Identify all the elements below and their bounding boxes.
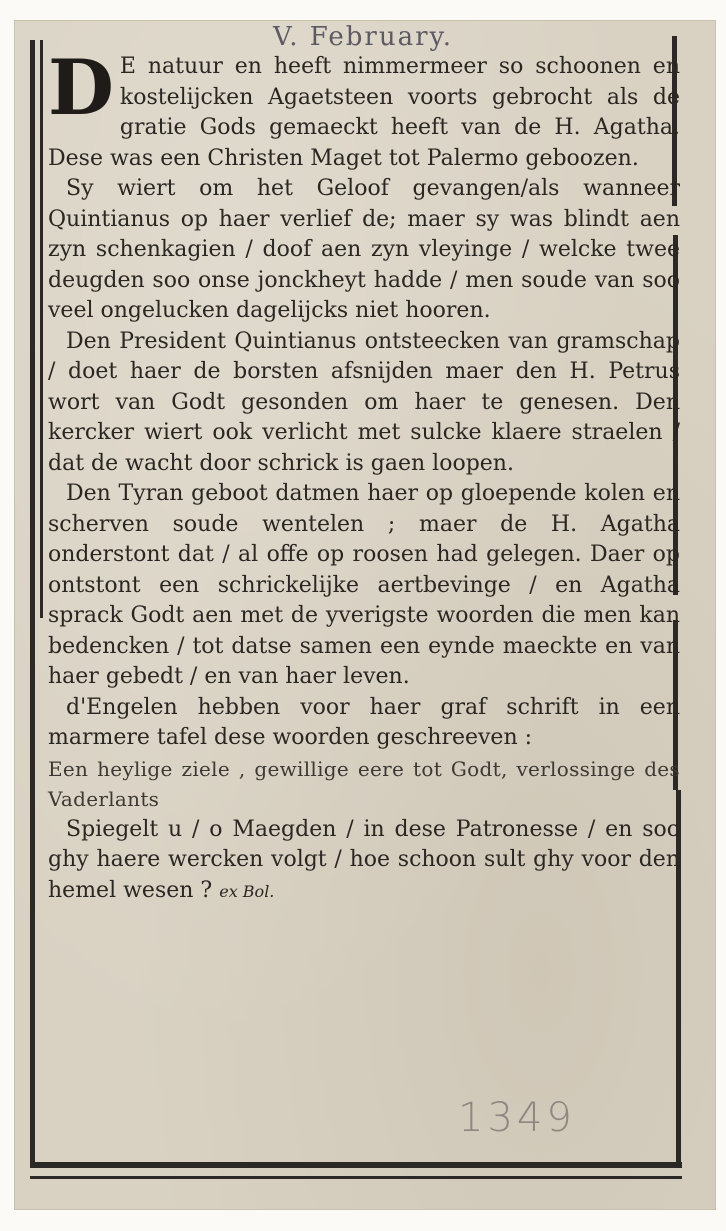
article-body bbox=[48, 43, 680, 907]
pencil-annotation: 1349 bbox=[458, 1095, 576, 1141]
drop-cap-letter: D bbox=[48, 43, 114, 132]
source-citation: ex Bol. bbox=[219, 881, 275, 901]
paragraph-5: d'Engelen hebben voor haer graf schrift in een marmere tafel dese woorden geschreeven : bbox=[48, 694, 680, 750]
paragraph-1-text: E natuur en heeft nimmermeer so schoonen en kostelijcken Agaetsteen voorts gebrocht als de gratie Gods gemaeckt heeft van de H. Agatha. Dese was een Christen Maget tot Palermo geboozen. bbox=[48, 54, 680, 171]
frame-rule-left bbox=[30, 40, 35, 1162]
frame-rule-bottom-thin bbox=[30, 1176, 682, 1179]
paragraph-4: Den Tyran geboot datmen haer op gloepende kolen en scherven soude wentelen ; maer de H. Agatha onderstont dat / al offe op roosen had gelegen. Daer op ontstont een schrickelijke aertbevinge / en Agatha sprack Godt aen met de yverigste woorden die men kan bedencken / tot datse samen een eynde maeckte en van haer gebedt / en van haer leven. bbox=[48, 481, 680, 689]
paragraph-2: Sy wiert om het Geloof gevangen/als wanneer Quintianus op haer verlief de; maer sy was blindt aen zyn schenkagien / doof aen zyn vleyinge / welcke twee deugden soo onse jonckheyt hadde / men soude van soo veel ongelucken dagelijcks niet hooren. bbox=[48, 176, 680, 323]
page-header: V. February. bbox=[272, 22, 453, 52]
frame-rule-inner-left bbox=[40, 40, 43, 618]
closing-text: Spiegelt u / o Maegden / in dese Patronesse / en soo ghy haere wercken volgt / hoe schoon sult ghy voor den hemel wesen ? bbox=[48, 816, 680, 903]
closing-paragraph bbox=[48, 815, 680, 908]
frame-rule-bottom bbox=[30, 1162, 682, 1168]
paragraph-3: Den President Quintianus ontsteecken van gramschap / doet haer de borsten afsnijden maer den H. Petrus wort van Godt gesonden om haer te genesen. Den kercker wiert ook verlicht met sulcke klaere straelen / dat de wacht door schrick is gaen loopen. bbox=[48, 328, 680, 476]
paragraph-1 bbox=[48, 43, 680, 174]
epitaph-text: Een heylige ziele , gewillige eere tot Godt, verlossinge des Vaderlants bbox=[48, 756, 680, 811]
